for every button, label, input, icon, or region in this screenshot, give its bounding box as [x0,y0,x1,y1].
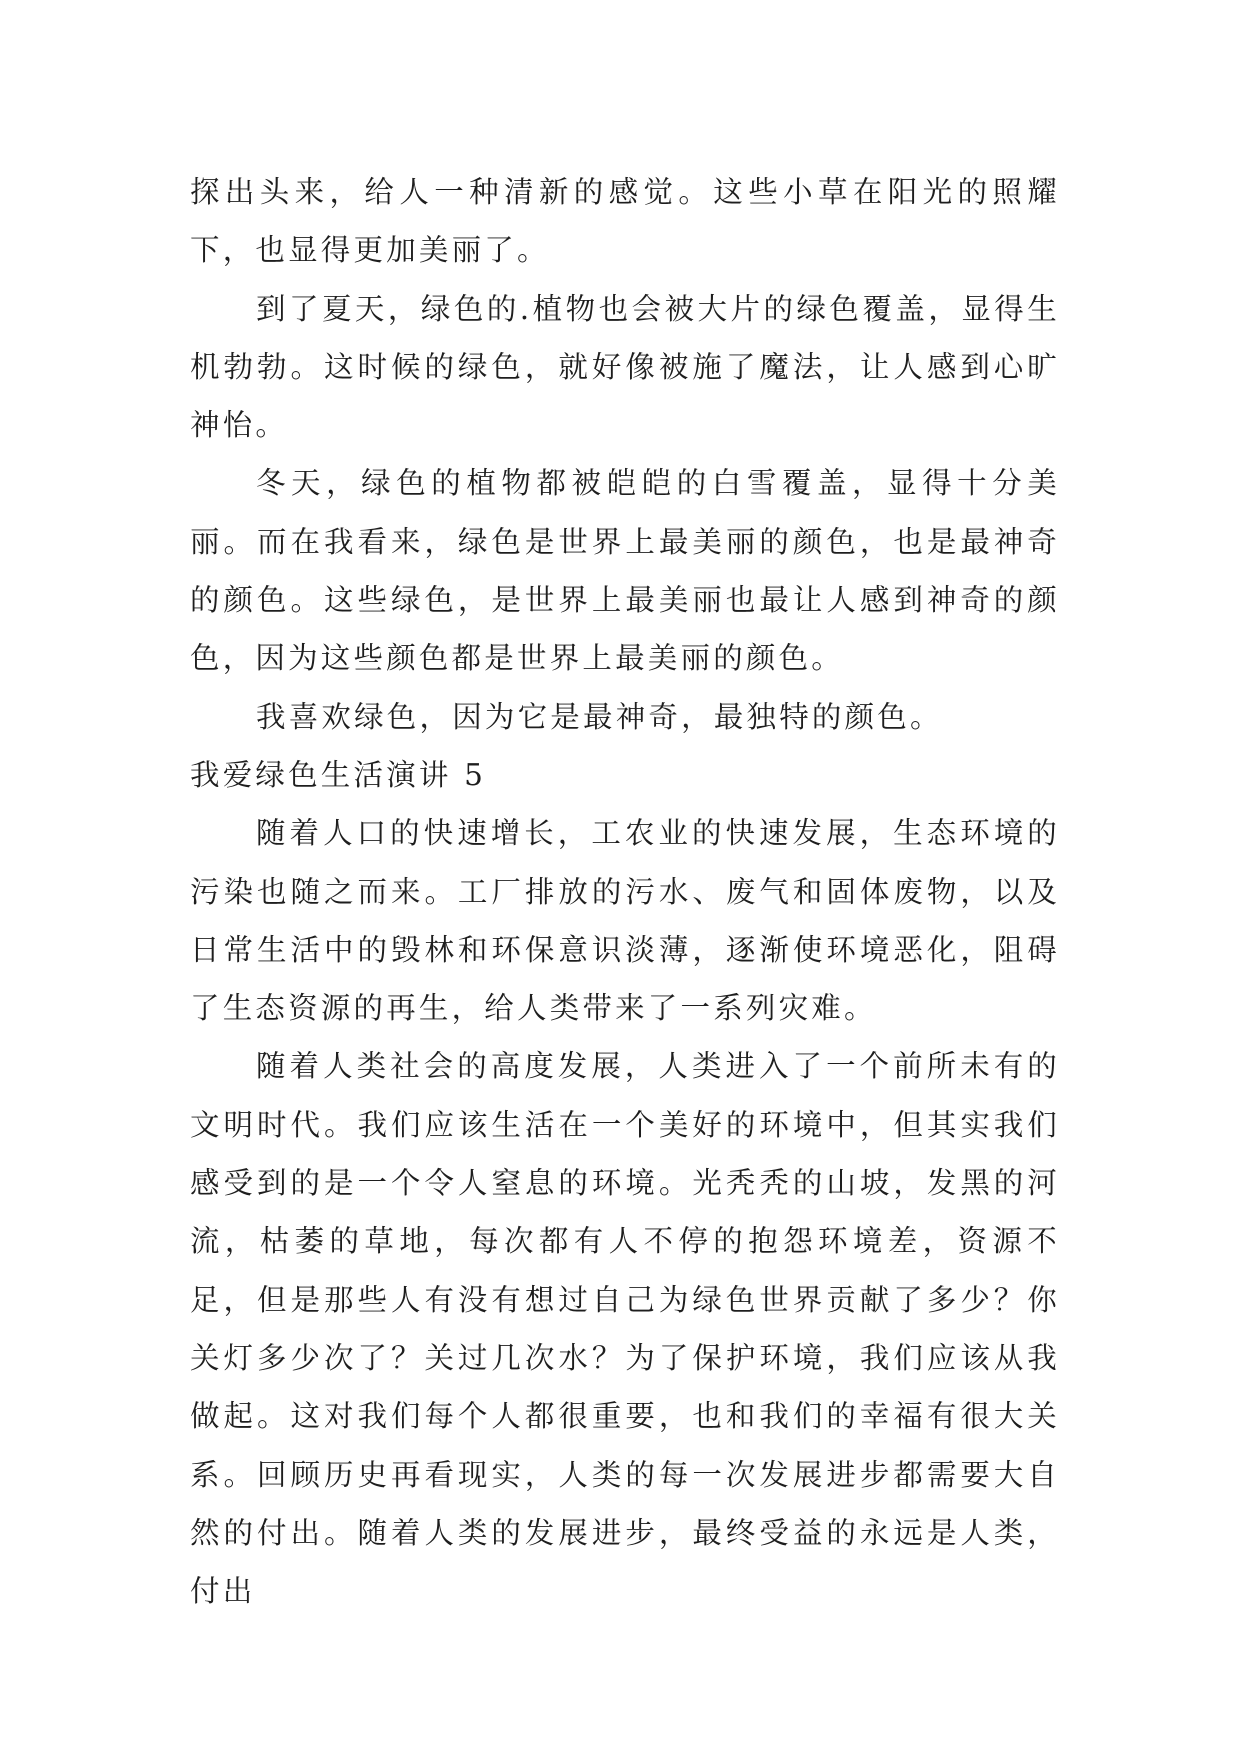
paragraph-winter: 冬天，绿色的植物都被皑皑的白雪覆盖，显得十分美丽。而在我看来，绿色是世界上最美丽的颜色，也是最神奇的颜色。这些绿色，是世界上最美丽也最让人感到神奇的颜色，因为这些颜色都是世界上最美丽的颜色。 [190,466,1060,676]
paragraph-pollution: 随着人口的快速增长，工农业的快速发展，生态环境的污染也随之而来。工厂排放的污水、废气和固体废物，以及日常生活中的毁林和环保意识淡薄，逐渐使环境恶化，阻碍了生态资源的再生，给人类带来了一系列灾难。 [190,816,1060,1026]
section-heading: 我爱绿色生活演讲 5 [190,757,487,792]
paragraph-spring-grass: 探出头来，给人一种清新的感觉。这些小草在阳光的照耀下，也显得更加美丽了。 [190,175,1060,268]
document-body [190,163,1060,1620]
paragraph-like-green: 我喜欢绿色，因为它是最神奇，最独特的颜色。 [256,699,943,734]
paragraph-summer: 到了夏天，绿色的.植物也会被大片的绿色覆盖，显得生机勃勃。这时候的绿色，就好像被施了魔法，让人感到心旷神怡。 [190,291,1060,443]
paragraph-civilization: 随着人类社会的高度发展，人类进入了一个前所未有的文明时代。我们应该生活在一个美好的环境中，但其实我们感受到的是一个令人窒息的环境。光秃秃的山坡，发黑的河流，枯萎的草地，每次都有人不停的抱怨环境差，资源不足，但是那些人有没有想过自己为绿色世界贡献了多少？你关灯多少次了？关过几次水？为了保护环境，我们应该从我做起。这对我们每个人都很重要，也和我们的幸福有很大关系。回顾历史再看现实，人类的每一次发展进步都需要大自然的付出。随着人类的发展进步，最终受益的永远是人类，付出 [190,1049,1060,1609]
